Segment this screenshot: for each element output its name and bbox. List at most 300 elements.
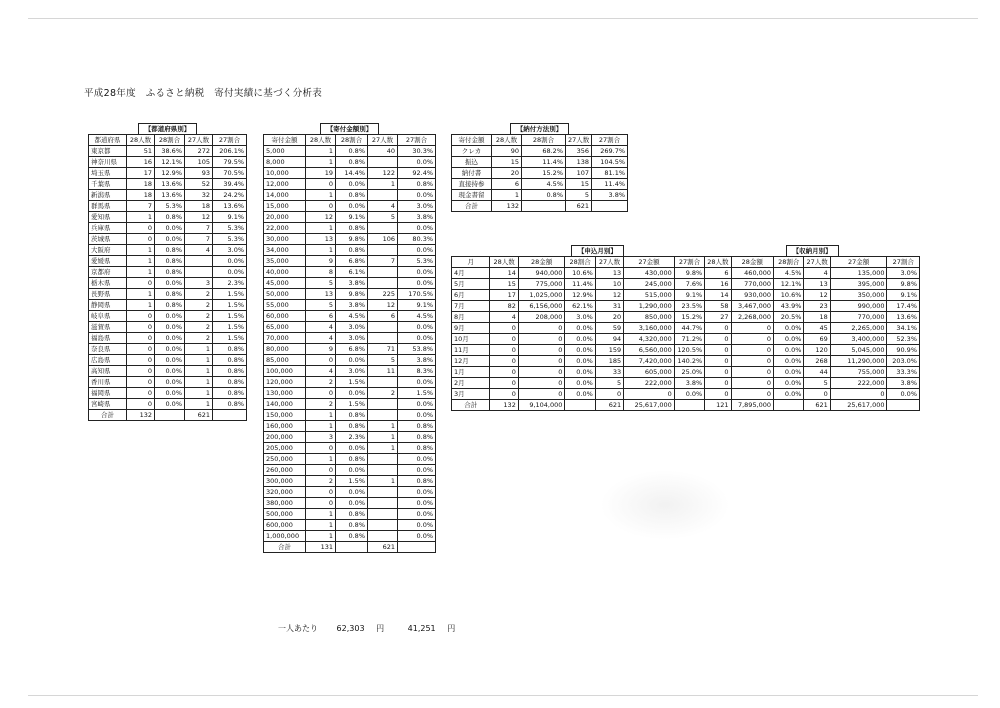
table-row: [264, 146, 436, 157]
monthly-cell: 94: [595, 334, 623, 345]
prefecture-cell: 0.8%: [213, 388, 247, 399]
amount-cell: 13: [306, 234, 336, 245]
prefecture-cell: 1.5%: [213, 333, 247, 344]
prefecture-cell: 愛媛県: [89, 256, 127, 267]
prefecture-cell: 0.8%: [155, 212, 185, 223]
monthly-header-cell: 28割合: [774, 257, 804, 268]
table-row: [264, 465, 436, 476]
amount-cell: 10,000: [264, 168, 306, 179]
prefecture-cell: 0.0%: [155, 234, 185, 245]
table-row: [89, 190, 247, 201]
monthly-cell: 0.0%: [774, 389, 804, 400]
monthly-header-cell: 28金額: [518, 257, 565, 268]
prefecture-header-row: [89, 135, 247, 146]
prefecture-cell: 0: [127, 234, 155, 245]
table-row: [452, 367, 920, 378]
monthly-cell: 17: [490, 290, 518, 301]
amount-cell: [368, 520, 398, 531]
amount-cell: 0.0%: [336, 388, 368, 399]
scan-smudge: [600, 470, 730, 540]
prefecture-header-cell: 都道府県: [89, 135, 127, 146]
payment-total-cell: [522, 201, 566, 212]
monthly-cell: 940,000: [518, 268, 565, 279]
prefecture-cell: 大阪府: [89, 245, 127, 256]
amount-cell: 225: [368, 289, 398, 300]
amount-cell: 170.5%: [398, 289, 436, 300]
table-row: [452, 146, 628, 157]
monthly-cell: 0.0%: [774, 323, 804, 334]
table-row: [264, 377, 436, 388]
amount-cell: 320,000: [264, 487, 306, 498]
monthly-cell: 0: [490, 356, 518, 367]
table-row: [264, 388, 436, 399]
prefecture-cell: 1: [185, 388, 213, 399]
per-person-value-28: 62,303: [336, 624, 365, 633]
table-row: [264, 487, 436, 498]
amount-cell: 260,000: [264, 465, 306, 476]
prefecture-cell: 茨城県: [89, 234, 127, 245]
amount-cell: 80,000: [264, 344, 306, 355]
monthly-cell: 0: [731, 334, 774, 345]
amount-cell: 0: [306, 443, 336, 454]
table-row: [264, 300, 436, 311]
payment-cell: 15: [566, 179, 592, 190]
monthly-header-cell: 28割合: [565, 257, 595, 268]
monthly-total-cell: [774, 400, 804, 411]
payment-cell: 11.4%: [592, 179, 628, 190]
prefecture-cell: 0: [127, 388, 155, 399]
prefecture-cell: 0.0%: [155, 366, 185, 377]
prefecture-cell: 5.3%: [213, 234, 247, 245]
amount-cell: 40,000: [264, 267, 306, 278]
amount-cell: 1: [306, 410, 336, 421]
monthly-cell: 0.0%: [565, 378, 595, 389]
monthly-cell: 5月: [452, 279, 490, 290]
table-row: [264, 179, 436, 190]
amount-total-cell: [336, 542, 368, 553]
prefecture-cell: 39.4%: [213, 179, 247, 190]
prefecture-cell: 新潟県: [89, 190, 127, 201]
table-row: [264, 476, 436, 487]
monthly-cell: 43.9%: [774, 301, 804, 312]
monthly-cell: 20.5%: [774, 312, 804, 323]
monthly-cell: 0.0%: [565, 389, 595, 400]
prefecture-cell: 0.0%: [155, 377, 185, 388]
table-row: [264, 322, 436, 333]
prefecture-cell: 奈良県: [89, 344, 127, 355]
prefecture-cell: 神奈川県: [89, 157, 127, 168]
amount-total-cell: 合計: [264, 542, 306, 553]
table-row: [264, 190, 436, 201]
prefecture-cell: 79.5%: [213, 157, 247, 168]
amount-header-row: [264, 135, 436, 146]
amount-cell: 0.0%: [398, 377, 436, 388]
amount-cell: 12: [306, 212, 336, 223]
monthly-cell: 9.8%: [674, 268, 704, 279]
amount-cell: 13: [306, 289, 336, 300]
table-row: [264, 201, 436, 212]
table-row: [89, 355, 247, 366]
monthly-cell: 2月: [452, 378, 490, 389]
table-row: [264, 223, 436, 234]
amount-cell: 45,000: [264, 278, 306, 289]
monthly-cell: 0: [490, 389, 518, 400]
monthly-total-cell: 132: [490, 400, 518, 411]
prefecture-cell: 高知県: [89, 366, 127, 377]
amount-cell: 0: [306, 201, 336, 212]
monthly-cell: 12.1%: [774, 279, 804, 290]
amount-cell: 1: [368, 443, 398, 454]
table-row: [264, 311, 436, 322]
amount-cell: 0.0%: [398, 223, 436, 234]
prefecture-cell: 0.8%: [155, 300, 185, 311]
monthly-cell: 135,000: [830, 268, 887, 279]
prefecture-cell: 0.0%: [155, 278, 185, 289]
monthly-cell: 0: [518, 334, 565, 345]
amount-cell: 0.0%: [398, 322, 436, 333]
monthly-cell: 45: [804, 323, 830, 334]
monthly-cell: 930,000: [731, 290, 774, 301]
amount-cell: 3.8%: [398, 212, 436, 223]
prefecture-cell: 宮崎県: [89, 399, 127, 410]
amount-cell: 0.8%: [398, 443, 436, 454]
monthly-cell: 0.0%: [565, 345, 595, 356]
monthly-total-cell: [887, 400, 920, 411]
monthly-cell: 3,400,000: [830, 334, 887, 345]
table-row: [89, 267, 247, 278]
amount-cell: 5: [368, 212, 398, 223]
amount-cell: 0.0%: [398, 333, 436, 344]
amount-cell: 120,000: [264, 377, 306, 388]
amount-cell: 0.0%: [398, 509, 436, 520]
amount-cell: 140,000: [264, 399, 306, 410]
table-row: [89, 146, 247, 157]
prefecture-cell: 群馬県: [89, 201, 127, 212]
prefecture-cell: 香川県: [89, 377, 127, 388]
amount-cell: 0.8%: [398, 179, 436, 190]
amount-cell: 8.3%: [398, 366, 436, 377]
table-row: [89, 179, 247, 190]
monthly-cell: 5,045,000: [830, 345, 887, 356]
monthly-cell: 10月: [452, 334, 490, 345]
monthly-cell: 13: [595, 268, 623, 279]
payment-header-row: [452, 135, 628, 146]
amount-cell: 0: [306, 487, 336, 498]
amount-cell: 0.8%: [336, 454, 368, 465]
prefecture-cell: 93: [185, 168, 213, 179]
prefecture-total-cell: [213, 410, 247, 421]
amount-cell: [368, 531, 398, 542]
payment-cell: 81.1%: [592, 168, 628, 179]
monthly-cell: 430,000: [624, 268, 675, 279]
amount-cell: 71: [368, 344, 398, 355]
monthly-cell: 120.5%: [674, 345, 704, 356]
prefecture-cell: 2: [185, 333, 213, 344]
prefecture-cell: 52: [185, 179, 213, 190]
amount-cell: 20,000: [264, 212, 306, 223]
monthly-cell: 4: [490, 312, 518, 323]
amount-cell: 1.5%: [336, 476, 368, 487]
table-row: [264, 212, 436, 223]
amount-cell: 5,000: [264, 146, 306, 157]
monthly-cell: 185: [595, 356, 623, 367]
amount-cell: 150,000: [264, 410, 306, 421]
prefecture-cell: 滋賀県: [89, 322, 127, 333]
table-row: [89, 333, 247, 344]
prefecture-cell: 1: [127, 267, 155, 278]
monthly-cell: 0.0%: [774, 356, 804, 367]
prefecture-cell: 0.8%: [155, 289, 185, 300]
monthly-apply-caption: 【申込月別】: [571, 245, 624, 256]
monthly-header-cell: 28人数: [705, 257, 731, 268]
amount-cell: 92.4%: [398, 168, 436, 179]
prefecture-cell: 1.5%: [213, 311, 247, 322]
amount-cell: 30,000: [264, 234, 306, 245]
amount-cell: 3.8%: [398, 355, 436, 366]
monthly-cell: 2,265,000: [830, 323, 887, 334]
monthly-cell: 222,000: [830, 378, 887, 389]
prefecture-cell: 長野県: [89, 289, 127, 300]
payment-cell: 138: [566, 157, 592, 168]
prefecture-header-cell: 28人数: [127, 135, 155, 146]
amount-cell: 1: [368, 476, 398, 487]
monthly-cell: 2,268,000: [731, 312, 774, 323]
table-row: [452, 312, 920, 323]
table-row: [89, 322, 247, 333]
amount-cell: 2: [306, 476, 336, 487]
amount-total-cell: [398, 542, 436, 553]
amount-cell: 30.3%: [398, 146, 436, 157]
monthly-cell: 120: [804, 345, 830, 356]
monthly-cell: 13.6%: [887, 312, 920, 323]
per-person-average: [278, 623, 464, 634]
amount-cell: [368, 410, 398, 421]
monthly-cell: 0: [518, 323, 565, 334]
monthly-cell: 0: [705, 356, 731, 367]
monthly-cell: 90.9%: [887, 345, 920, 356]
table-row: [452, 334, 920, 345]
table-row: [89, 168, 247, 179]
amount-cell: 50,000: [264, 289, 306, 300]
table-row: [264, 520, 436, 531]
prefecture-cell: 0.8%: [213, 344, 247, 355]
monthly-cell: 44: [804, 367, 830, 378]
amount-cell: 5: [306, 300, 336, 311]
prefecture-cell: 1: [127, 300, 155, 311]
table-row: [89, 300, 247, 311]
prefecture-cell: 3: [185, 278, 213, 289]
amount-cell: 0.0%: [398, 410, 436, 421]
monthly-cell: 515,000: [624, 290, 675, 301]
monthly-cell: 0.0%: [565, 334, 595, 345]
monthly-cell: 6,560,000: [624, 345, 675, 356]
monthly-cell: 20: [595, 312, 623, 323]
payment-cell: 0.8%: [522, 190, 566, 201]
prefecture-header-cell: 27人数: [185, 135, 213, 146]
amount-cell: 0.0%: [336, 498, 368, 509]
amount-cell: 53.8%: [398, 344, 436, 355]
prefecture-cell: 105: [185, 157, 213, 168]
prefecture-cell: 12.9%: [155, 168, 185, 179]
monthly-cell: 23.5%: [674, 301, 704, 312]
payment-cell: 納付書: [452, 168, 492, 179]
table-row: [89, 377, 247, 388]
amount-cell: 0.0%: [398, 157, 436, 168]
prefecture-cell: 2.3%: [213, 278, 247, 289]
payment-total-row: [452, 201, 628, 212]
payment-cell: クレカ: [452, 146, 492, 157]
payment-total-cell: 132: [492, 201, 522, 212]
amount-cell: 3.0%: [336, 322, 368, 333]
payment-header-cell: 27割合: [592, 135, 628, 146]
table-row: [264, 498, 436, 509]
prefecture-cell: 9.1%: [213, 212, 247, 223]
amount-cell: 3.0%: [336, 333, 368, 344]
monthly-header-cell: 27人数: [804, 257, 830, 268]
monthly-cell: 0: [731, 378, 774, 389]
table-row: [452, 290, 920, 301]
monthly-total-cell: 621: [804, 400, 830, 411]
monthly-cell: 203.0%: [887, 356, 920, 367]
monthly-cell: 62.1%: [565, 301, 595, 312]
monthly-cell: 1月: [452, 367, 490, 378]
amount-cell: 15,000: [264, 201, 306, 212]
prefecture-cell: 京都府: [89, 267, 127, 278]
payment-cell: 現金書留: [452, 190, 492, 201]
amount-cell: 6.1%: [336, 267, 368, 278]
amount-cell: 14.4%: [336, 168, 368, 179]
amount-header-cell: 28割合: [336, 135, 368, 146]
amount-cell: 70,000: [264, 333, 306, 344]
table-row: [452, 268, 920, 279]
amount-cell: 2: [306, 399, 336, 410]
table-row: [89, 366, 247, 377]
amount-cell: 3: [306, 432, 336, 443]
table-row: [264, 432, 436, 443]
amount-cell: 0.8%: [398, 421, 436, 432]
prefecture-cell: 7: [185, 234, 213, 245]
monthly-cell: 10: [595, 279, 623, 290]
monthly-header-cell: 27割合: [887, 257, 920, 268]
monthly-cell: 0: [518, 367, 565, 378]
table-row: [89, 223, 247, 234]
prefecture-cell: 0.8%: [155, 267, 185, 278]
amount-cell: 2: [306, 377, 336, 388]
amount-cell: 4.5%: [398, 311, 436, 322]
amount-cell: 0.0%: [398, 190, 436, 201]
per-person-yen-28: 円: [376, 624, 385, 633]
monthly-header-cell: 月: [452, 257, 490, 268]
amount-cell: 0.8%: [336, 245, 368, 256]
monthly-cell: 11.4%: [565, 279, 595, 290]
monthly-cell: 5: [804, 378, 830, 389]
amount-cell: [368, 498, 398, 509]
prefecture-cell: 32: [185, 190, 213, 201]
amount-cell: 1.5%: [398, 388, 436, 399]
monthly-cell: 0: [595, 389, 623, 400]
monthly-cell: 0.0%: [565, 356, 595, 367]
table-row: [264, 157, 436, 168]
amount-cell: 1: [306, 509, 336, 520]
monthly-cell: 0: [705, 389, 731, 400]
amount-cell: 0.0%: [398, 498, 436, 509]
amount-cell: 0: [306, 465, 336, 476]
amount-cell: 1.5%: [336, 377, 368, 388]
payment-cell: 振込: [452, 157, 492, 168]
monthly-cell: 0.0%: [674, 389, 704, 400]
monthly-cell: 4.5%: [774, 268, 804, 279]
amount-cell: 9: [306, 344, 336, 355]
prefecture-cell: 18: [127, 179, 155, 190]
prefecture-cell: 2: [185, 311, 213, 322]
monthly-total-cell: 25,617,000: [624, 400, 675, 411]
prefecture-cell: 16: [127, 157, 155, 168]
prefecture-cell: 3.0%: [213, 245, 247, 256]
amount-cell: 4.5%: [336, 311, 368, 322]
amount-cell: 35,000: [264, 256, 306, 267]
table-row: [264, 531, 436, 542]
monthly-cell: 13: [804, 279, 830, 290]
monthly-cell: 0: [731, 356, 774, 367]
monthly-header-cell: 27割合: [674, 257, 704, 268]
prefecture-total-cell: 132: [127, 410, 155, 421]
prefecture-cell: 2: [185, 322, 213, 333]
amount-cell: 14,000: [264, 190, 306, 201]
amount-cell: [368, 322, 398, 333]
monthly-cell: 0.0%: [774, 334, 804, 345]
amount-cell: 0.8%: [336, 146, 368, 157]
amount-cell: 0.0%: [398, 531, 436, 542]
payment-total-cell: [592, 201, 628, 212]
amount-cell: 7: [368, 256, 398, 267]
monthly-header-cell: 28金額: [731, 257, 774, 268]
amount-cell: 2.3%: [336, 432, 368, 443]
amount-cell: 12,000: [264, 179, 306, 190]
monthly-cell: 1,025,000: [518, 290, 565, 301]
prefecture-cell: 0.0%: [155, 355, 185, 366]
monthly-cell: 15.2%: [674, 312, 704, 323]
monthly-total-cell: 121: [705, 400, 731, 411]
monthly-cell: 12: [804, 290, 830, 301]
payment-cell: 104.5%: [592, 157, 628, 168]
prefecture-cell: 1.5%: [213, 289, 247, 300]
prefecture-cell: 0: [127, 344, 155, 355]
table-row: [264, 267, 436, 278]
monthly-cell: 69: [804, 334, 830, 345]
prefecture-cell: 2: [185, 300, 213, 311]
prefecture-cell: 2: [185, 289, 213, 300]
amount-cell: 1: [368, 179, 398, 190]
amount-cell: 1: [306, 190, 336, 201]
prefecture-cell: 0.0%: [155, 344, 185, 355]
monthly-cell: 4月: [452, 268, 490, 279]
amount-cell: 9.1%: [336, 212, 368, 223]
payment-header-cell: 27人数: [566, 135, 592, 146]
monthly-cell: 0: [804, 389, 830, 400]
prefecture-cell: 栃木県: [89, 278, 127, 289]
monthly-cell: 27: [705, 312, 731, 323]
table-row: [452, 190, 628, 201]
monthly-cell: 0: [490, 345, 518, 356]
amount-cell: 0.8%: [336, 520, 368, 531]
table-row: [264, 256, 436, 267]
amount-table: [263, 123, 436, 553]
monthly-cell: 268: [804, 356, 830, 367]
prefecture-cell: 5.3%: [155, 201, 185, 212]
amount-cell: 0.8%: [336, 410, 368, 421]
monthly-cell: 3.8%: [674, 378, 704, 389]
prefecture-cell: 1: [127, 212, 155, 223]
